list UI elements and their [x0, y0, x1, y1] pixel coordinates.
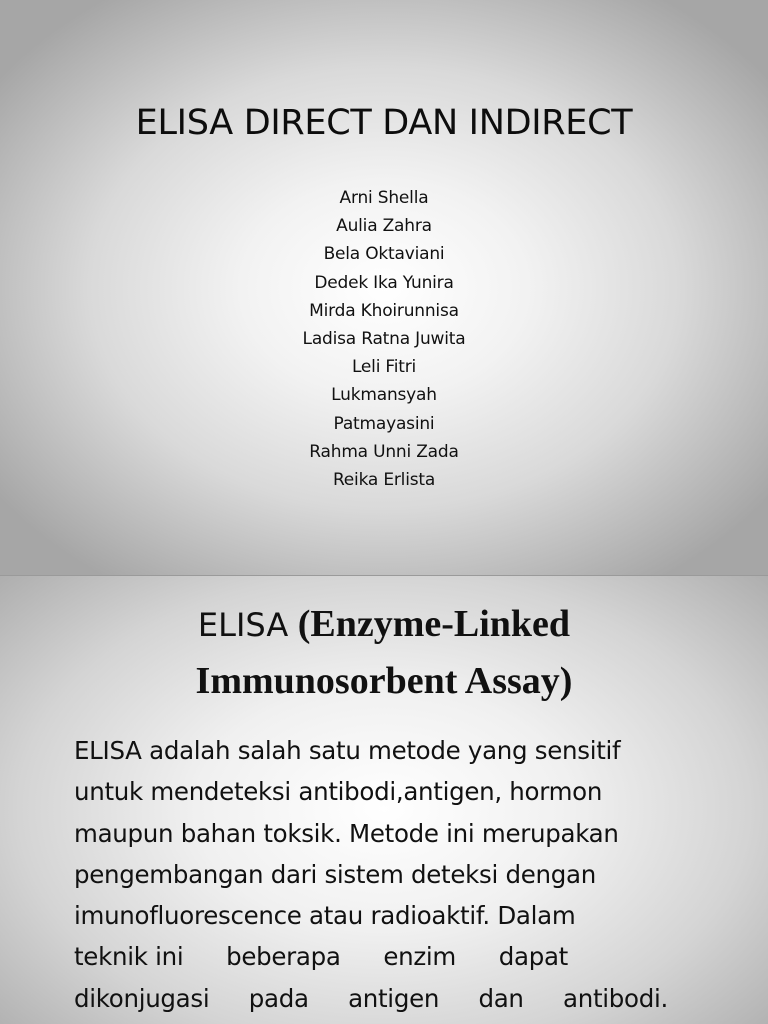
body-line — [74, 978, 668, 1019]
body-word: antibodi. — [563, 983, 668, 1013]
body-line: ELISA adalah salah satu metode yang sensitif — [74, 736, 621, 765]
body-line: maupun bahan toksik. Metode ini merupakan — [74, 818, 619, 848]
author-name: Bela Oktaviani — [323, 244, 445, 265]
body-word: dapat — [498, 942, 568, 972]
author-name: Patmayasini — [333, 413, 435, 434]
body-word: pada — [248, 983, 309, 1013]
slide-heading — [0, 598, 768, 712]
body-paragraph — [74, 730, 714, 1019]
heading-expansion-part-2: Immunosorbent Assay) — [195, 660, 573, 702]
body-line: untuk mendeteksi antibodi,antigen, hormon — [74, 777, 603, 807]
body-word: teknik ini — [74, 942, 184, 972]
author-name: Arni Shella — [339, 188, 429, 208]
author-name: Mirda Khoirunnisa — [309, 300, 459, 321]
heading-expansion-part-1: (Enzyme-Linked — [288, 603, 571, 645]
body-line: pengembangan dari sistem deteksi dengan — [74, 859, 596, 889]
author-name: Ladisa Ratna Juwita — [302, 329, 466, 350]
author-name: Leli Fitri — [351, 357, 417, 378]
body-word: antigen — [348, 983, 440, 1013]
author-name: Dedek Ika Yunira — [314, 272, 454, 293]
slide-title-heading: ELISA DIRECT DAN INDIRECT — [135, 103, 633, 143]
author-name: Rahma Unni Zada — [309, 441, 459, 462]
author-name: Reika Erlista — [332, 470, 436, 491]
author-list — [0, 184, 768, 494]
body-word: beberapa — [226, 942, 341, 972]
heading-line-1 — [197, 603, 571, 645]
body-word: enzim — [383, 942, 456, 972]
body-word: dan — [478, 983, 524, 1013]
author-name: Aulia Zahra — [336, 216, 432, 237]
body-line: imunofluorescence atau radioaktif. Dalam — [74, 901, 576, 931]
heading-elisa-word: ELISA — [197, 606, 289, 644]
body-line — [74, 936, 568, 977]
author-name: Lukmansyah — [331, 385, 437, 406]
body-word: dikonjugasi — [74, 983, 210, 1013]
